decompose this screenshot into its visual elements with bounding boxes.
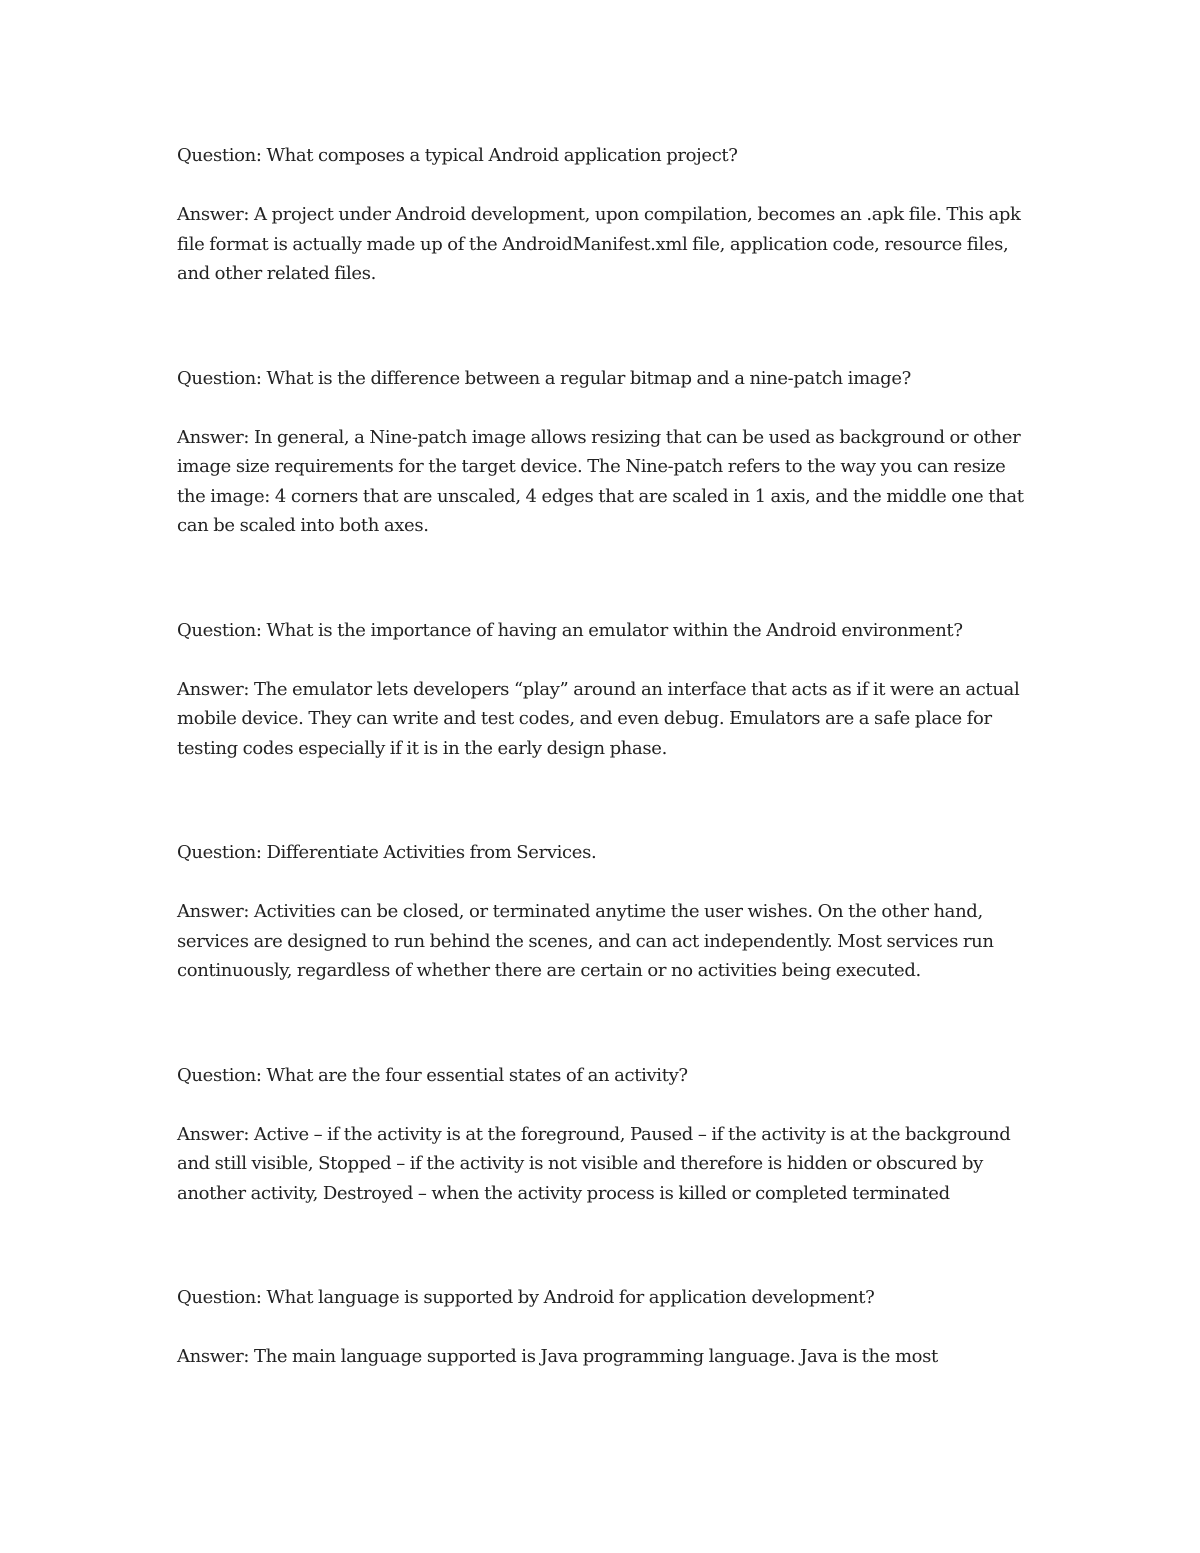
qa-item	[177, 141, 1037, 289]
qa-item	[177, 1283, 1037, 1372]
question-text: Question: What language is supported by Android for application development?	[177, 1287, 875, 1308]
question-text: Question: Differentiate Activities from Services.	[177, 842, 597, 863]
qa-item	[177, 838, 1037, 986]
answer-text: Answer: The main language supported is Java programming language. Java is the most	[177, 1346, 938, 1367]
answer-text: Answer: In general, a Nine-patch image allows resizing that can be used as background or other image size requirements for the target device. The Nine-patch refers to the way you can resize the image: 4 corners that are unscaled, 4 edges that are scaled in 1 axis, and the middle one that can be scaled into both axes.	[177, 426, 1024, 536]
question-text: Question: What are the four essential states of an activity?	[177, 1064, 688, 1086]
document-body	[177, 141, 1037, 1447]
question-text: Question: What is the difference between a regular bitmap and a nine-patch image?	[177, 367, 911, 389]
answer-text: Answer: The emulator lets developers “play” around an interface that acts as if it were an actual mobile device. They can write and test codes, and even debug. Emulators are a safe place for testing codes especially if it is in the early design phase.	[177, 678, 1020, 759]
question-text: Question: What composes a typical Android application project?	[177, 145, 738, 166]
answer-text: Answer: Active – if the activity is at the foreground, Paused – if the activity is at the background and still visible, Stopped – if the activity is not visible and therefore is hidden or obscured by another activity, Destroyed – when the activity process is killed or completed terminated	[177, 1123, 1011, 1204]
answer-text: Answer: Activities can be closed, or terminated anytime the user wishes. On the other hand, services are designed to run behind the scenes, and can act independently. Most services run continuously, regardless of whether there are certain or no activities being executed.	[177, 901, 994, 981]
question-text: Question: What is the importance of having an emulator within the Android environment?	[177, 619, 963, 641]
qa-item	[177, 616, 1037, 764]
qa-item	[177, 364, 1037, 541]
qa-item	[177, 1061, 1037, 1209]
answer-text: Answer: A project under Android development, upon compilation, becomes an .apk file. This apk file format is actually made up of the AndroidManifest.xml file, application code, resource files, and other related files.	[177, 204, 1021, 284]
